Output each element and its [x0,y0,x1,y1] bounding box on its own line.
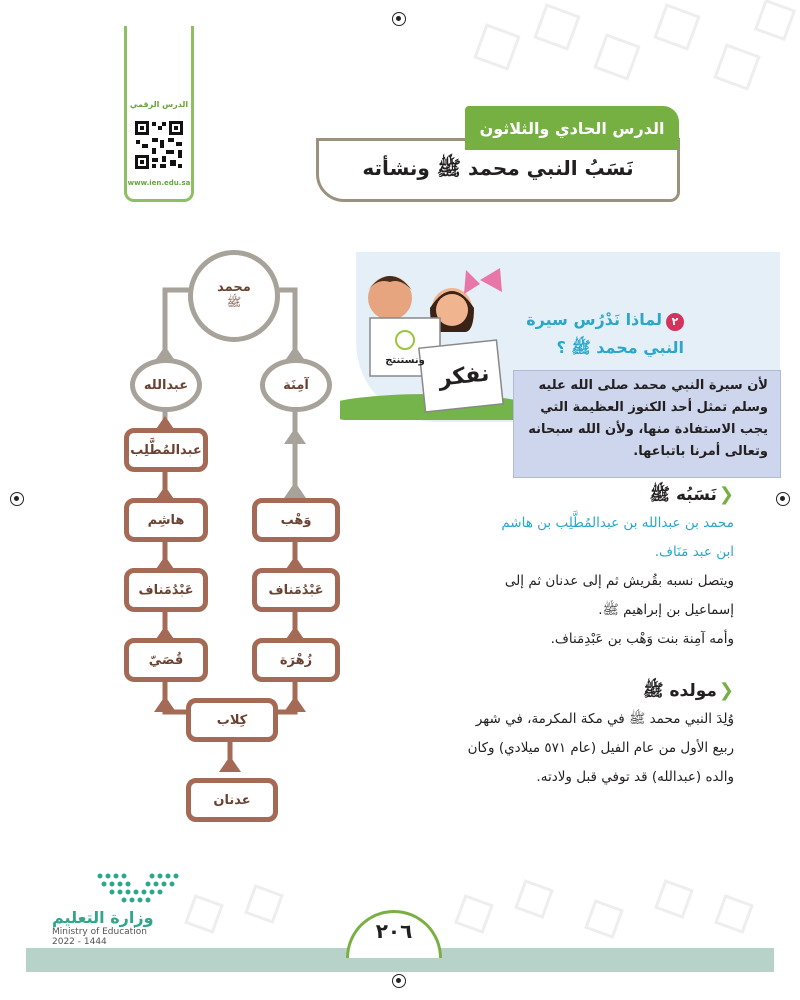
birth-heading [410,680,734,705]
tree-node-kilab: كِلاب [186,698,278,742]
digital-lesson-label: الدرس الرقمي [129,100,189,109]
ministry-year: 2022 - 1444 [52,937,107,947]
section-arrow-icon: ❮ [718,680,734,701]
qr-code-icon[interactable] [134,120,184,170]
think-question [516,306,684,362]
registration-mark-right [776,492,790,506]
lineage-heading-text: نَسَبُه ﷺ [649,485,717,505]
lesson-number-banner: الدرس الحادي والثلاثون [465,106,679,150]
lineage-section [410,484,734,654]
sign-conclude-text: ونستنتج [385,355,425,366]
tree-node-abdmanaf-father: عَبْدُمَناف [124,568,208,612]
ministry-name-ar: وزارة التعليم [52,908,154,927]
birth-heading-text: مولده ﷺ [643,681,717,701]
sign-think-text: نفكر [437,361,491,392]
tree-node-mother: آمِنَة [260,358,332,412]
children-holding-signs-illustration [340,260,520,420]
tree-node-adnan: عدنان [186,778,278,822]
family-tree [110,250,370,830]
tree-node-muhammad [188,250,280,342]
question-line-2: النبي محمد ﷺ ؟ [556,338,684,357]
lineage-line-2: ابن عبد مَنَاف. [654,544,734,560]
tree-node-wahb: وَهْب [252,498,340,542]
lineage-line-1: محمد بن عبدالله بن عبدالمُطَّلِب بن هاشم [501,515,734,531]
birth-section [410,680,734,792]
tree-node-muhammad-label: محمد [217,280,251,295]
section-arrow-icon: ❮ [718,484,734,505]
registration-mark-top [392,12,406,26]
tree-node-zuhra: زُهْرَة [252,638,340,682]
page-title: نَسَبُ النبي محمد ﷺ ونشأته [316,138,680,202]
digital-lesson-url[interactable]: www.ien.edu.sa [127,179,191,187]
answer-line-1: لأن سيرة النبي محمد صلى الله عليه [538,378,768,393]
answer-line-4: وتعالى أمرنا باتباعها. [633,444,768,459]
ministry-logo [52,870,192,947]
answer-line-2: وسلم تمثل أحد الكنوز العظيمة التي [540,400,768,415]
tree-node-abdulmuttalib: عبدالمُطَّلِب [124,428,208,472]
answer-box[interactable] [513,370,781,478]
tree-node-qusay: قُصَيّ [124,638,208,682]
tree-node-father: عبدالله [130,358,202,412]
answer-line-3: يجب الاستفادة منها، ولأن الله سبحانه [528,422,768,437]
birth-line-2: ربيع الأول من عام الفيل (عام ٥٧١ ميلادي) وكان [467,740,734,756]
page-number: ٢٠٦ [346,910,442,958]
tree-node-muhammad-honorific: ﷺ [226,295,242,309]
decorative-pattern-bottom [170,870,770,950]
lineage-line-5: وأمه آمِنة بنت وَهْب بن عَبْدِمَناف. [550,631,734,647]
question-number-badge: ٢ [666,313,684,331]
birth-line-1: وُلِدَ النبي محمد ﷺ في مكة المكرمة، في شهر [475,711,734,727]
ministry-dots-icon [92,870,192,904]
lineage-line-4: إسماعيل بن إبراهيم ﷺ. [598,602,734,618]
ministry-name-en: Ministry of Education [52,927,147,937]
lineage-line-3: ويتصل نسبه بقُريش ثم إلى عدنان ثم إلى [504,573,734,589]
digital-lesson-card[interactable] [124,26,194,202]
question-line-1: لماذا نَدْرُس سيرة [526,310,662,329]
tree-node-abdmanaf-mother: عَبْدُمَناف [252,568,340,612]
birth-line-3: والده (عبدالله) قد توفي قبل ولادته. [536,769,734,785]
lineage-heading [410,484,734,509]
tree-node-hashim: هاشِم [124,498,208,542]
registration-mark-left [10,492,24,506]
decorative-pattern-top [440,0,800,120]
registration-mark-bottom [392,974,406,988]
